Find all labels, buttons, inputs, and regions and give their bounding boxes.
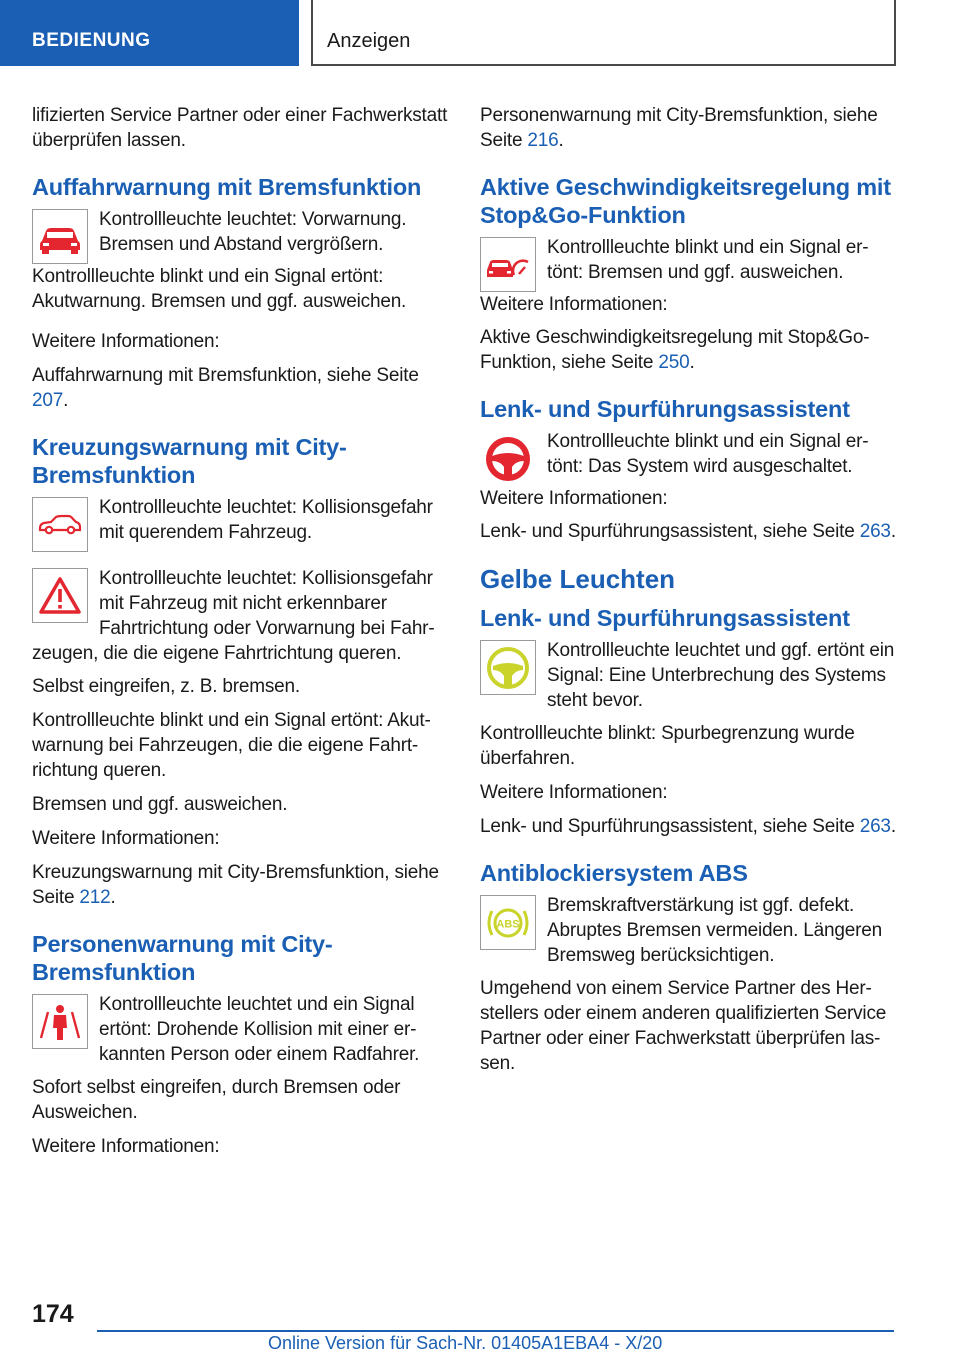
indicator-spurfuehrung-rot — [480, 429, 898, 511]
personenwarnung-reference: Personenwarnung mit City-Bremsfunktion, siehe Seite 216. — [480, 105, 878, 151]
page-link-216[interactable]: 216 — [527, 130, 559, 151]
warning-triangle-icon — [32, 568, 88, 623]
front-collision-warning-icon — [32, 209, 88, 264]
auffahrwarnung-reference: Auffahrwarnung mit Bremsfunktion, siehe Seite 207. — [32, 365, 419, 411]
indicator-personenwarnung — [32, 992, 450, 1067]
heading-gelbe-leuchten: Gelbe Leuchten — [480, 564, 676, 594]
indicator-kreuzungswarnung-2 — [32, 566, 450, 666]
abs-text-1: Bremskraftverstärkung ist ggf. defekt. Abruptes Bremsen vermeiden. Längeren Bremsweg berücksichtigen. — [547, 895, 882, 966]
section-title: Anzeigen — [311, 0, 896, 66]
heading-spurfuehrung-rot: Lenk- und Spurführungsassistent — [480, 396, 850, 422]
kreuzungswarnung-text-2: Kontrollleuchte leuchtet: Kollisionsgefahr mit Fahrzeug mit nicht erkennbarer Fahrtrichtung oder Vorwarnung bei Fahrzeugen, die die eigene Fahrtrichtung queren. — [32, 568, 435, 664]
reference-text: Lenk- und Spurführungsassistent, siehe Seite — [480, 521, 855, 542]
steering-wheel-yellow-icon — [480, 640, 536, 695]
spurfuehrung-gelb-more-info: Weitere Informationen: — [480, 782, 668, 803]
spurfuehrung-gelb-text-2: Kontrollleuchte blinkt: Spurbegrenzung wurde überfahren. — [480, 723, 855, 769]
auffahrwarnung-text-2: Kontrollleuchte blinkt und ein Signal ertönt: Akutwarnung. Bremsen und ggf. ausweichen. — [32, 266, 407, 312]
reference-text: Lenk- und Spurführungsassistent, siehe Seite — [480, 816, 855, 837]
page-link-207[interactable]: 207 — [32, 390, 64, 411]
indicator-abs — [480, 893, 898, 968]
heading-auffahrwarnung: Auffahrwarnung mit Bremsfunktion — [32, 174, 422, 200]
auffahrwarnung-text-1: Kontrollleuchte leuchtet: Vorwarnung. Bremsen und Abstand vergrößern. — [99, 209, 407, 255]
geschwindigkeitsregelung-text-1: Kontrollleuchte blinkt und ein Signal ertönt: Bremsen und ggf. ausweichen. — [547, 237, 869, 283]
page-link-250[interactable]: 250 — [658, 352, 690, 373]
kreuzungswarnung-text-1: Kontrollleuchte leuchtet: Kollisionsgefahr mit querendem Fahrzeug. — [99, 497, 433, 543]
heading-geschwindigkeitsregelung: Aktive Geschwindigkeitsregelung mit Stop&Go-Funktion — [480, 174, 891, 228]
heading-abs: Antiblockiersystem ABS — [480, 860, 748, 886]
heading-personenwarnung: Personenwarnung mit City-Bremsfunktion — [32, 931, 333, 985]
personenwarnung-more-info: Weitere Informationen: — [32, 1136, 220, 1157]
reference-text: Kreuzungswarnung mit City-Bremsfunktion, siehe Seite — [32, 862, 439, 908]
chapter-tab: BEDIENUNG — [0, 0, 299, 66]
spurfuehrung-rot-reference: Lenk- und Spurführungsassistent, siehe Seite 263. — [480, 521, 896, 542]
continued-text: lifizierten Service Partner oder einer Fachwerkstatt überprüfen lassen. — [32, 105, 448, 151]
spurfuehrung-gelb-reference: Lenk- und Spurführungsassistent, siehe Seite 263. — [480, 816, 896, 837]
abs-icon-label: ABS — [496, 918, 520, 930]
right-column — [480, 103, 898, 1085]
indicator-spurfuehrung-gelb — [480, 638, 898, 713]
left-column — [32, 103, 450, 1168]
indicator-geschwindigkeitsregelung — [480, 235, 898, 317]
reference-text: Personenwarnung mit City-Bremsfunktion, siehe Seite — [480, 105, 878, 151]
crossing-car-icon — [32, 497, 88, 552]
personenwarnung-text-1: Kontrollleuchte leuchtet und ein Signal ertönt: Drohende Kollision mit einer erkannten Person oder einem Radfahrer. — [99, 994, 420, 1065]
pedestrian-warning-icon — [32, 994, 88, 1049]
footer-text: Online Version für Sach-Nr. 01405A1EBA4 - X/20 — [268, 1333, 663, 1353]
heading-kreuzungswarnung: Kreuzungswarnung mit City-Bremsfunktion — [32, 434, 347, 488]
spurfuehrung-rot-text-1: Kontrollleuchte blinkt und ein Signal ertönt: Das System wird ausgeschaltet. — [547, 431, 869, 477]
abs-text-2: Umgehend von einem Service Partner des Herstellers oder einem anderen qualifizierten Service Partner oder einer Fachwerkstatt überprüfen lassen. — [480, 978, 887, 1074]
reference-text: Auffahrwarnung mit Bremsfunktion, siehe Seite — [32, 365, 419, 386]
kreuzungswarnung-reference: Kreuzungswarnung mit City-Bremsfunktion, siehe Seite 212. — [32, 862, 439, 908]
kreuzungswarnung-text-4: Kontrollleuchte blinkt und ein Signal ertönt: Akutwarnung bei Fahrzeugen, die die eigene Fahrtrichtung queren. — [32, 710, 431, 781]
auffahrwarnung-more-info: Weitere Informationen: — [32, 331, 220, 352]
page-link-263[interactable]: 263 — [859, 521, 891, 542]
geschwindigkeitsregelung-more-info: Weitere Informationen: — [480, 294, 668, 315]
indicator-auffahrwarnung — [32, 207, 450, 321]
abs-icon — [480, 895, 536, 950]
spurfuehrung-rot-more-info: Weitere Informationen: — [480, 488, 668, 509]
page-link-212[interactable]: 212 — [79, 887, 111, 908]
geschwindigkeitsregelung-reference: Aktive Geschwindigkeitsregelung mit Stop&Go-Funktion, siehe Seite 250. — [480, 327, 870, 373]
kreuzungswarnung-text-5: Bremsen und ggf. ausweichen. — [32, 794, 288, 815]
reference-text: Aktive Geschwindigkeitsregelung mit Stop&Go-Funktion, siehe Seite — [480, 327, 870, 373]
kreuzungswarnung-text-3: Selbst eingreifen, z. B. bremsen. — [32, 676, 300, 697]
page-number: 174 — [32, 1300, 74, 1328]
steering-wheel-red-icon — [480, 431, 536, 486]
personenwarnung-text-2: Sofort selbst eingreifen, durch Bremsen oder Ausweichen. — [32, 1077, 401, 1123]
spurfuehrung-gelb-text-1: Kontrollleuchte leuchtet und ggf. ertönt ein Signal: Eine Unterbrechung des Systems steht bevor. — [547, 640, 895, 711]
heading-spurfuehrung-gelb: Lenk- und Spurführungsassistent — [480, 605, 850, 631]
footer-divider — [97, 1330, 894, 1332]
kreuzungswarnung-more-info: Weitere Informationen: — [32, 828, 220, 849]
cruise-control-warning-icon — [480, 237, 536, 292]
page-link-263-b[interactable]: 263 — [859, 816, 891, 837]
indicator-kreuzungswarnung-1 — [32, 495, 450, 552]
